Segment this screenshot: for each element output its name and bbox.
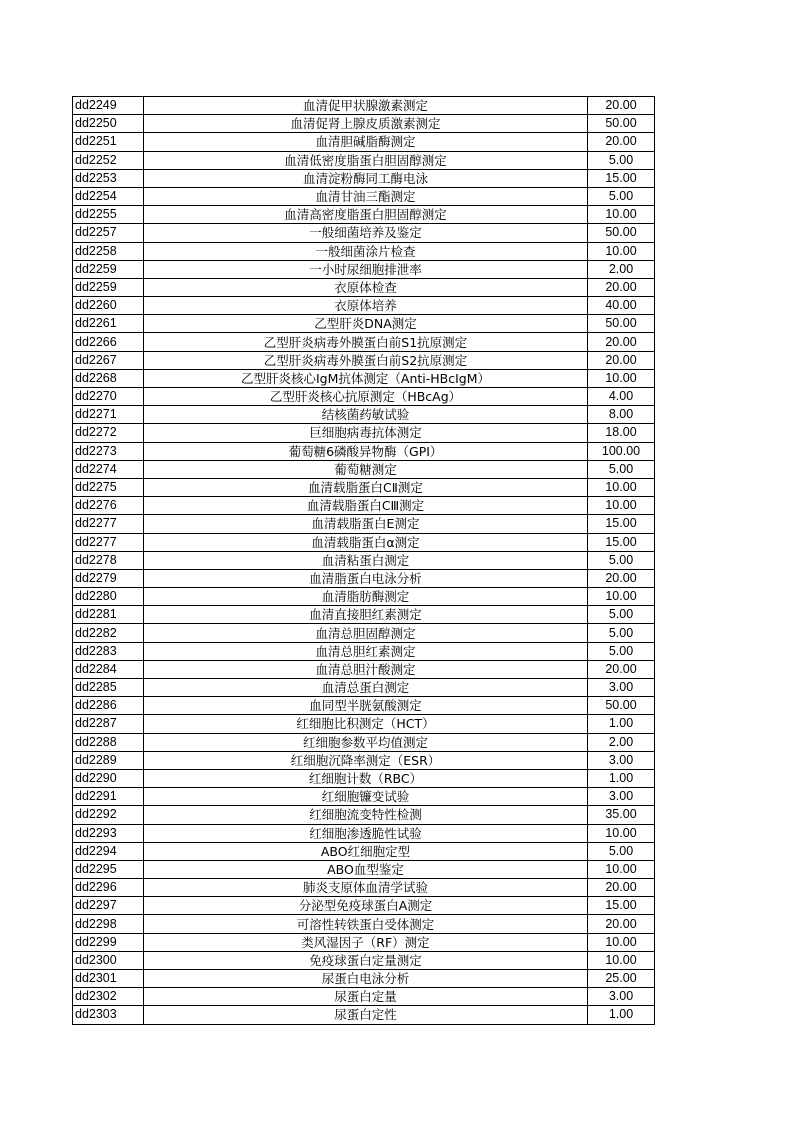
item-code-cell: dd2257 — [73, 224, 144, 242]
item-price-cell: 100.00 — [588, 442, 655, 460]
item-price-cell: 40.00 — [588, 297, 655, 315]
item-code-cell: dd2259 — [73, 278, 144, 296]
item-code-cell: dd2295 — [73, 860, 144, 878]
item-name-cell: 红细胞镰变试验 — [144, 788, 588, 806]
table-row — [73, 206, 655, 224]
table-row — [73, 624, 655, 642]
item-name-cell: 乙型肝炎病毒外膜蛋白前S2抗原测定 — [144, 351, 588, 369]
item-price-cell: 20.00 — [588, 97, 655, 115]
item-code-cell: dd2250 — [73, 115, 144, 133]
item-name-cell: 衣原体检查 — [144, 278, 588, 296]
table-row — [73, 497, 655, 515]
item-code-cell: dd2296 — [73, 879, 144, 897]
item-code-cell: dd2273 — [73, 442, 144, 460]
item-price-cell: 20.00 — [588, 278, 655, 296]
item-code-cell: dd2283 — [73, 642, 144, 660]
table-row — [73, 915, 655, 933]
item-name-cell: 红细胞沉降率测定（ESR） — [144, 751, 588, 769]
item-code-cell: dd2298 — [73, 915, 144, 933]
item-code-cell: dd2267 — [73, 351, 144, 369]
item-code-cell: dd2254 — [73, 187, 144, 205]
item-name-cell: 乙型肝炎病毒外膜蛋白前S1抗原测定 — [144, 333, 588, 351]
item-code-cell: dd2290 — [73, 769, 144, 787]
item-code-cell: dd2275 — [73, 478, 144, 496]
table-row — [73, 642, 655, 660]
item-name-cell: 结核菌药敏试验 — [144, 406, 588, 424]
item-price-cell: 5.00 — [588, 642, 655, 660]
item-price-cell: 5.00 — [588, 151, 655, 169]
table-row — [73, 315, 655, 333]
table-row — [73, 970, 655, 988]
item-code-cell: dd2288 — [73, 733, 144, 751]
item-name-cell: 红细胞参数平均值测定 — [144, 733, 588, 751]
table-row — [73, 297, 655, 315]
table-row — [73, 588, 655, 606]
item-price-cell: 10.00 — [588, 860, 655, 878]
item-code-cell: dd2260 — [73, 297, 144, 315]
table-row — [73, 551, 655, 569]
item-name-cell: 葡萄糖测定 — [144, 460, 588, 478]
item-code-cell: dd2276 — [73, 497, 144, 515]
item-price-cell: 50.00 — [588, 315, 655, 333]
item-name-cell: 血清总蛋白测定 — [144, 679, 588, 697]
table-row — [73, 115, 655, 133]
item-code-cell: dd2303 — [73, 1006, 144, 1024]
item-code-cell: dd2292 — [73, 806, 144, 824]
table-row — [73, 842, 655, 860]
item-name-cell: 血清载脂蛋白E测定 — [144, 515, 588, 533]
item-price-cell: 50.00 — [588, 697, 655, 715]
table-row — [73, 569, 655, 587]
item-name-cell: 血清载脂蛋白α测定 — [144, 533, 588, 551]
table-row — [73, 879, 655, 897]
table-row — [73, 824, 655, 842]
item-price-cell: 10.00 — [588, 824, 655, 842]
item-code-cell: dd2285 — [73, 679, 144, 697]
item-name-cell: 血清载脂蛋白CⅡ测定 — [144, 478, 588, 496]
table-row — [73, 988, 655, 1006]
item-code-cell: dd2249 — [73, 97, 144, 115]
item-code-cell: dd2284 — [73, 660, 144, 678]
item-name-cell: 血清总胆红素测定 — [144, 642, 588, 660]
item-name-cell: 血清高密度脂蛋白胆固醇测定 — [144, 206, 588, 224]
table-row — [73, 806, 655, 824]
table-row — [73, 933, 655, 951]
item-name-cell: 血清粘蛋白测定 — [144, 551, 588, 569]
item-price-cell: 3.00 — [588, 788, 655, 806]
item-price-cell: 15.00 — [588, 533, 655, 551]
item-price-cell: 20.00 — [588, 569, 655, 587]
item-price-cell: 10.00 — [588, 497, 655, 515]
table-row — [73, 133, 655, 151]
item-code-cell: dd2261 — [73, 315, 144, 333]
item-name-cell: 一般细菌培养及鉴定 — [144, 224, 588, 242]
item-code-cell: dd2291 — [73, 788, 144, 806]
table-row — [73, 769, 655, 787]
table-row — [73, 97, 655, 115]
item-name-cell: 血清总胆固醇测定 — [144, 624, 588, 642]
item-name-cell: 衣原体培养 — [144, 297, 588, 315]
item-price-cell: 20.00 — [588, 660, 655, 678]
table-row — [73, 224, 655, 242]
table-row — [73, 187, 655, 205]
item-price-cell: 15.00 — [588, 515, 655, 533]
price-table — [72, 96, 655, 1025]
item-name-cell: 红细胞渗透脆性试验 — [144, 824, 588, 842]
item-price-cell: 10.00 — [588, 369, 655, 387]
price-sheet — [72, 96, 650, 1025]
item-name-cell: 红细胞计数（RBC） — [144, 769, 588, 787]
item-code-cell: dd2270 — [73, 388, 144, 406]
table-row — [73, 460, 655, 478]
item-name-cell: 分泌型免疫球蛋白A测定 — [144, 897, 588, 915]
item-name-cell: 血清胆碱脂酶测定 — [144, 133, 588, 151]
item-price-cell: 20.00 — [588, 879, 655, 897]
item-price-cell: 15.00 — [588, 169, 655, 187]
item-price-cell: 15.00 — [588, 897, 655, 915]
item-price-cell: 5.00 — [588, 460, 655, 478]
item-name-cell: 类风湿因子（RF）测定 — [144, 933, 588, 951]
table-row — [73, 860, 655, 878]
item-price-cell: 10.00 — [588, 588, 655, 606]
item-name-cell: 一般细菌涂片检查 — [144, 242, 588, 260]
item-code-cell: dd2293 — [73, 824, 144, 842]
item-code-cell: dd2277 — [73, 533, 144, 551]
table-row — [73, 260, 655, 278]
item-price-cell: 18.00 — [588, 424, 655, 442]
item-name-cell: 尿蛋白定量 — [144, 988, 588, 1006]
item-name-cell: ABO血型鉴定 — [144, 860, 588, 878]
item-code-cell: dd2271 — [73, 406, 144, 424]
item-price-cell: 25.00 — [588, 970, 655, 988]
table-row — [73, 697, 655, 715]
item-price-cell: 3.00 — [588, 751, 655, 769]
item-price-cell: 35.00 — [588, 806, 655, 824]
item-code-cell: dd2281 — [73, 606, 144, 624]
item-name-cell: ABO红细胞定型 — [144, 842, 588, 860]
item-code-cell: dd2277 — [73, 515, 144, 533]
item-price-cell: 10.00 — [588, 206, 655, 224]
item-price-cell: 5.00 — [588, 842, 655, 860]
item-code-cell: dd2266 — [73, 333, 144, 351]
item-code-cell: dd2259 — [73, 260, 144, 278]
item-price-cell: 5.00 — [588, 606, 655, 624]
item-name-cell: 乙型肝炎核心IgM抗体测定（Anti-HBcIgM） — [144, 369, 588, 387]
item-code-cell: dd2252 — [73, 151, 144, 169]
item-price-cell: 50.00 — [588, 115, 655, 133]
item-code-cell: dd2258 — [73, 242, 144, 260]
table-row — [73, 424, 655, 442]
table-row — [73, 333, 655, 351]
item-name-cell: 血清促甲状腺激素测定 — [144, 97, 588, 115]
item-price-cell: 20.00 — [588, 333, 655, 351]
item-name-cell: 可溶性转铁蛋白受体测定 — [144, 915, 588, 933]
table-row — [73, 242, 655, 260]
table-row — [73, 369, 655, 387]
item-price-cell: 10.00 — [588, 242, 655, 260]
item-price-cell: 5.00 — [588, 624, 655, 642]
item-price-cell: 20.00 — [588, 133, 655, 151]
item-code-cell: dd2282 — [73, 624, 144, 642]
item-name-cell: 红细胞流变特性检测 — [144, 806, 588, 824]
item-code-cell: dd2286 — [73, 697, 144, 715]
item-name-cell: 血清低密度脂蛋白胆固醇测定 — [144, 151, 588, 169]
item-name-cell: 乙型肝炎DNA测定 — [144, 315, 588, 333]
item-code-cell: dd2294 — [73, 842, 144, 860]
item-price-cell: 2.00 — [588, 260, 655, 278]
table-row — [73, 533, 655, 551]
table-row — [73, 442, 655, 460]
table-row — [73, 679, 655, 697]
item-price-cell: 5.00 — [588, 551, 655, 569]
table-row — [73, 751, 655, 769]
item-code-cell: dd2302 — [73, 988, 144, 1006]
item-code-cell: dd2253 — [73, 169, 144, 187]
table-row — [73, 715, 655, 733]
item-price-cell: 3.00 — [588, 679, 655, 697]
item-code-cell: dd2272 — [73, 424, 144, 442]
table-row — [73, 1006, 655, 1024]
item-name-cell: 乙型肝炎核心抗原测定（HBcAg） — [144, 388, 588, 406]
item-price-cell: 4.00 — [588, 388, 655, 406]
item-name-cell: 血清甘油三酯测定 — [144, 187, 588, 205]
item-code-cell: dd2300 — [73, 951, 144, 969]
item-name-cell: 血清载脂蛋白CⅢ测定 — [144, 497, 588, 515]
table-body — [73, 97, 655, 1025]
table-row — [73, 388, 655, 406]
item-code-cell: dd2268 — [73, 369, 144, 387]
item-name-cell: 血清促肾上腺皮质激素测定 — [144, 115, 588, 133]
item-price-cell: 50.00 — [588, 224, 655, 242]
item-name-cell: 尿蛋白定性 — [144, 1006, 588, 1024]
item-name-cell: 一小时尿细胞排泄率 — [144, 260, 588, 278]
item-code-cell: dd2299 — [73, 933, 144, 951]
item-price-cell: 1.00 — [588, 769, 655, 787]
item-name-cell: 血清总胆汁酸测定 — [144, 660, 588, 678]
table-row — [73, 169, 655, 187]
item-code-cell: dd2274 — [73, 460, 144, 478]
item-price-cell: 10.00 — [588, 478, 655, 496]
table-row — [73, 660, 655, 678]
item-price-cell: 3.00 — [588, 988, 655, 1006]
table-row — [73, 951, 655, 969]
item-price-cell: 8.00 — [588, 406, 655, 424]
item-name-cell: 血同型半胱氨酸测定 — [144, 697, 588, 715]
item-price-cell: 20.00 — [588, 915, 655, 933]
item-code-cell: dd2251 — [73, 133, 144, 151]
item-price-cell: 5.00 — [588, 187, 655, 205]
item-price-cell: 20.00 — [588, 351, 655, 369]
table-row — [73, 406, 655, 424]
item-name-cell: 肺炎支原体血清学试验 — [144, 879, 588, 897]
table-row — [73, 351, 655, 369]
table-row — [73, 733, 655, 751]
table-row — [73, 606, 655, 624]
table-row — [73, 788, 655, 806]
item-name-cell: 血清脂蛋白电泳分析 — [144, 569, 588, 587]
item-price-cell: 10.00 — [588, 933, 655, 951]
item-code-cell: dd2255 — [73, 206, 144, 224]
item-code-cell: dd2289 — [73, 751, 144, 769]
item-name-cell: 血清脂肪酶测定 — [144, 588, 588, 606]
item-name-cell: 红细胞比积测定（HCT） — [144, 715, 588, 733]
item-price-cell: 10.00 — [588, 951, 655, 969]
item-name-cell: 尿蛋白电泳分析 — [144, 970, 588, 988]
item-code-cell: dd2279 — [73, 569, 144, 587]
item-code-cell: dd2280 — [73, 588, 144, 606]
item-name-cell: 免疫球蛋白定量测定 — [144, 951, 588, 969]
item-name-cell: 葡萄糖6磷酸异物酶（GPI） — [144, 442, 588, 460]
table-row — [73, 897, 655, 915]
item-code-cell: dd2297 — [73, 897, 144, 915]
item-price-cell: 1.00 — [588, 1006, 655, 1024]
table-row — [73, 278, 655, 296]
item-code-cell: dd2301 — [73, 970, 144, 988]
item-price-cell: 2.00 — [588, 733, 655, 751]
item-name-cell: 血清直接胆红素测定 — [144, 606, 588, 624]
item-code-cell: dd2287 — [73, 715, 144, 733]
table-row — [73, 151, 655, 169]
item-name-cell: 血清淀粉酶同工酶电泳 — [144, 169, 588, 187]
item-price-cell: 1.00 — [588, 715, 655, 733]
item-name-cell: 巨细胞病毒抗体测定 — [144, 424, 588, 442]
table-row — [73, 478, 655, 496]
item-code-cell: dd2278 — [73, 551, 144, 569]
table-row — [73, 515, 655, 533]
